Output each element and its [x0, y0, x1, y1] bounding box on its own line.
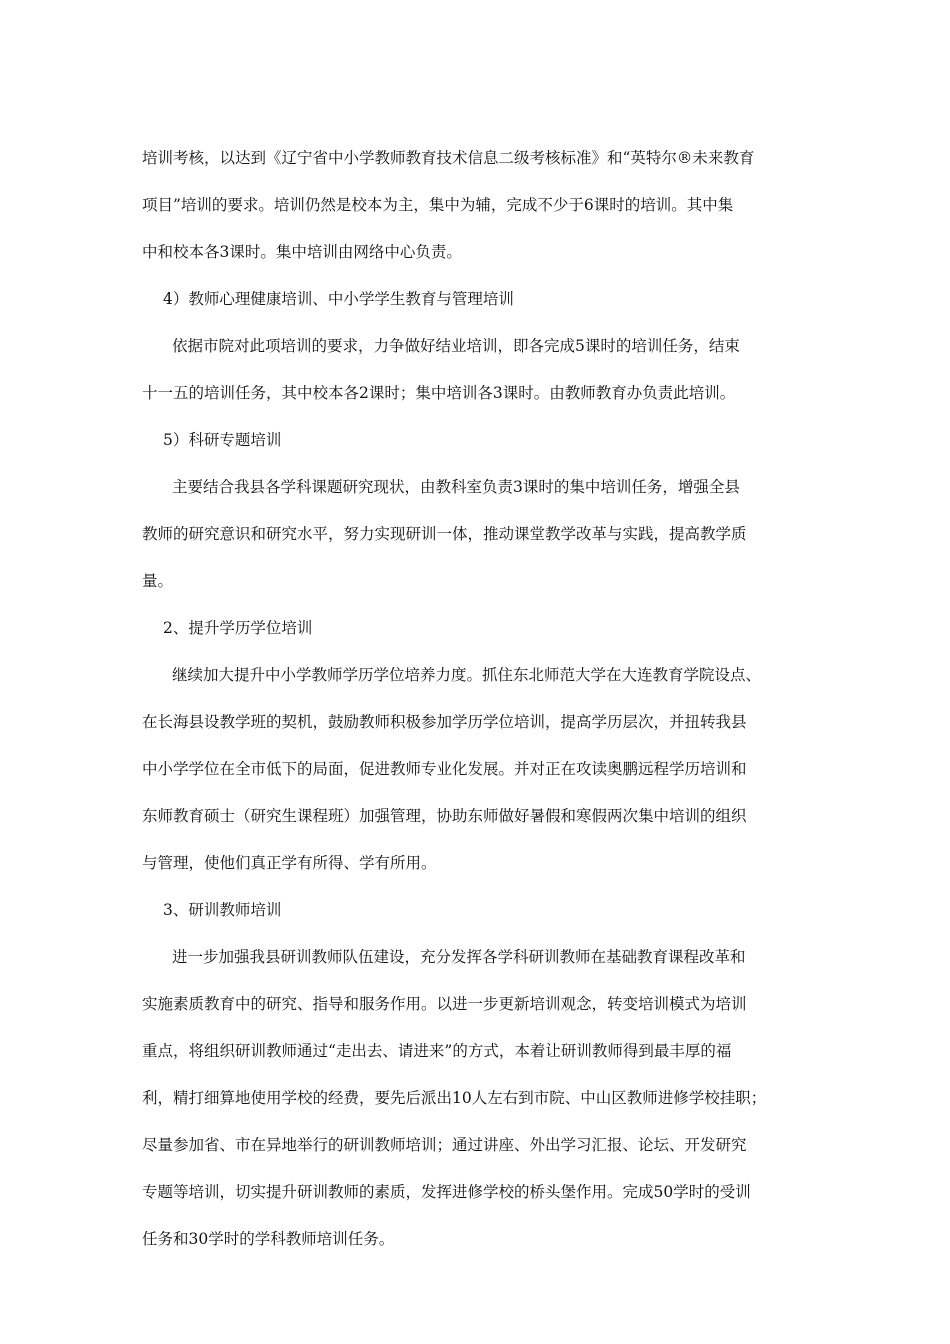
paragraph-line: 主要结合我县各学科课题研究现状，由教科室负责3课时的集中培训任务，增强全县	[172, 478, 740, 496]
paragraph-line: 十一五的培训任务，其中校本各2课时；集中培训各3课时。由教师教育办负责此培训。	[142, 384, 736, 402]
paragraph-line: 在长海县设教学班的契机，鼓励教师积极参加学历学位培训，提高学历层次，并扭转我县	[142, 713, 747, 731]
section-heading: 5）科研专题培训	[163, 431, 282, 449]
paragraph-line: 尽量参加省、市在异地举行的研训教师培训；通过讲座、外出学习汇报、论坛、开发研究	[142, 1136, 747, 1154]
paragraph-line: 继续加大提升中小学教师学历学位培养力度。抓住东北师范大学在大连教育学院设点、	[172, 666, 762, 684]
paragraph-line: 依据市院对此项培训的要求，力争做好结业培训，即各完成5课时的培训任务，结束	[172, 337, 740, 355]
section-heading: 2、提升学历学位培训	[163, 619, 313, 637]
paragraph-line: 与管理，使他们真正学有所得、学有所用。	[142, 854, 437, 872]
paragraph-line: 专题等培训，切实提升研训教师的素质，发挥进修学校的桥头堡作用。完成50学时的受训	[142, 1183, 751, 1201]
section-heading: 4）教师心理健康培训、中小学学生教育与管理培训	[163, 290, 514, 308]
section-heading: 3、研训教师培训	[163, 901, 282, 919]
paragraph-line: 任务和30学时的学科教师培训任务。	[142, 1230, 395, 1248]
paragraph-line: 实施素质教育中的研究、指导和服务作用。以进一步更新培训观念，转变培训模式为培训	[142, 995, 747, 1013]
paragraph-line: 教师的研究意识和研究水平，努力实现研训一体，推动课堂教学改革与实践，提高教学质	[142, 525, 747, 543]
paragraph-line: 重点，将组织研训教师通过“走出去、请进来”的方式，本着让研训教师得到最丰厚的福	[142, 1042, 732, 1060]
paragraph-line: 项目”培训的要求。培训仍然是校本为主，集中为辅，完成不少于6课时的培训。其中集	[142, 196, 734, 214]
paragraph-line: 量。	[142, 572, 174, 590]
paragraph-line: 中小学学位在全市低下的局面，促进教师专业化发展。并对正在攻读奥鹏远程学历培训和	[142, 760, 747, 778]
paragraph-line: 培训考核，以达到《辽宁省中小学教师教育技术信息二级考核标准》和“英特尔®未来教育	[142, 149, 755, 167]
paragraph-line: 中和校本各3课时。集中培训由网络中心负责。	[142, 243, 462, 261]
paragraph-line: 东师教育硕士（研究生课程班）加强管理，协助东师做好暑假和寒假两次集中培训的组织	[142, 807, 747, 825]
paragraph-line: 进一步加强我县研训教师队伍建设，充分发挥各学科研训教师在基础教育课程改革和	[172, 948, 746, 966]
paragraph-line: 利，精打细算地使用学校的经费，要先后派出10人左右到市院、中山区教师进修学校挂职；	[142, 1089, 767, 1107]
